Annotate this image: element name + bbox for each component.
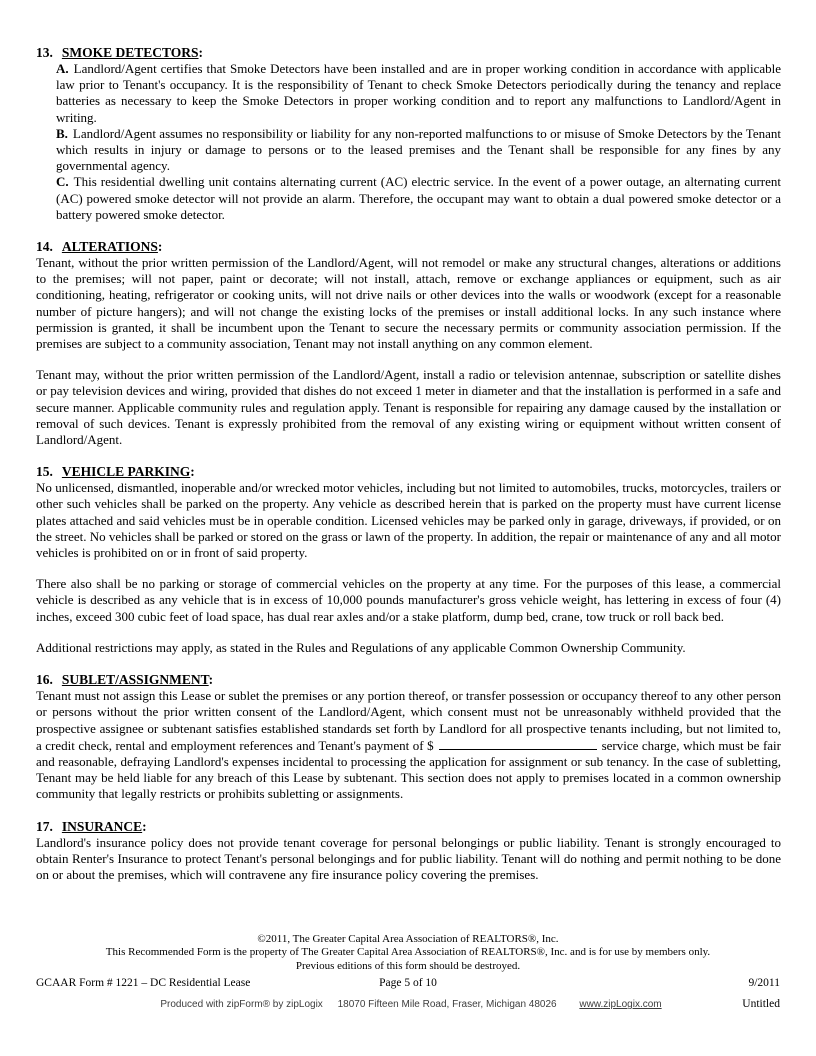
parking-paragraph-2: There also shall be no parking or storage of commercial vehicles on the property at any time. For the purposes of this lease, a commercial vehicle is described as any vehicle that is in excess of 10,000 pounds manufacturer's gross vehicle weight, has lettering in excess of four (4) inches, exceed 300 cubic feet of load space, has dual rear axles and/or a stake platform, dump bed, crane, tow truck or roll back bed.	[36, 576, 781, 624]
section-colon: :	[142, 818, 147, 834]
footer-copyright-block	[0, 933, 816, 973]
section-13-heading	[36, 44, 781, 61]
lease-body	[36, 44, 781, 898]
clause-letter: A.	[56, 61, 69, 76]
clause-letter: C.	[56, 174, 69, 190]
section-sublet-assignment	[36, 671, 781, 802]
insurance-paragraph: Landlord's insurance policy does not provide tenant coverage for personal belongings or public liability. Tenant is strongly encouraged to obtain Renter's Insurance to protect Tenant's personal belongings and for public liability. Tenant will do nothing and permit nothing to be done on or about the premises, which will contravene any fire insurance policy covering the premises.	[36, 834, 781, 882]
service-charge-blank-field[interactable]	[439, 737, 597, 750]
document-title-label: Untitled	[742, 998, 780, 1011]
section-number: 16.	[36, 672, 53, 688]
section-colon: :	[208, 672, 214, 688]
section-16-heading	[36, 671, 781, 688]
parking-paragraph-1: No unlicensed, dismantled, inoperable and/or wrecked motor vehicles, including but not limited to automobiles, trucks, motorcycles, trailers or other such vehicles shall be parked on the property. Any vehicle as described herein that is parked on the property must have current license plates attached and said vehicles must be in operable condition. Licensed vehicles may be parked only in garage, driveways, if provided, or on the street. No vehicles shall be parked or stored on the grass or lawn of the property. In addition, the repair or maintenance of any and all motor vehicles is prohibited on or in front of said property.	[36, 480, 781, 561]
section-number: 17.	[36, 818, 53, 834]
clause-a	[56, 61, 781, 126]
section-colon: :	[190, 464, 195, 480]
sublet-paragraph	[36, 688, 781, 802]
section-number: 14.	[36, 239, 53, 255]
section-number: 13.	[36, 45, 53, 60]
clause-letter: B.	[56, 125, 68, 141]
section-colon: :	[157, 239, 163, 255]
section-17-heading	[36, 818, 781, 835]
section-smoke-detectors	[36, 44, 781, 223]
sublet-text-before-blank: Tenant must not assign this Lease or sublet the premises or any portion thereof, or transfer possession or occupancy thereof to any other person or persons without the prior written consent of the Landlord/Agent, which consent must not be unreasonably withheld provided that the prospective assignee or subtenant satisfies established standards set forth by Landlord for all prospective tenants including, but not limited to, a credit check, rental and employment references and Tenant's payment of $	[36, 688, 781, 753]
footer-form-row	[0, 976, 816, 991]
property-line: This Recommended Form is the property of The Greater Capital Area Association of REALTORS®, Inc. and is for use by members only.	[105, 946, 711, 959]
clause-text: Landlord/Agent assumes no responsibility or liability for any non-reported malfunctions to or misuse of Smoke Detectors by the Tenant which results in injury or damage to persons or to the leased premises and the Tenant shall be responsible for any fines by any governmental agency.	[56, 125, 781, 174]
section-alterations	[36, 238, 781, 448]
footer-produced-row	[0, 998, 816, 1011]
sublet-text-after-blank: service charge, which must be fair and reasonable, defraying Landlord's expenses incidental to processing the application for assignment or sub tenancy. In the case of subletting, Tenant may be held liable for any breach of this Lease by subtenant. This section does not apply to premises located in a common ownership community that legally restricts or prohibits subletting or assignments.	[36, 737, 781, 802]
section-colon: :	[198, 45, 204, 60]
form-id: GCAAR Form # 1221 – DC Residential Lease	[36, 977, 251, 990]
parking-paragraph-3: Additional restrictions may apply, as stated in the Rules and Regulations of any applicable Common Ownership Community.	[36, 639, 686, 655]
section-number: 15.	[36, 464, 53, 480]
ziplogix-link[interactable]: www.zipLogix.com	[579, 999, 662, 1011]
destroy-line: Previous editions of this form should be destroyed.	[295, 959, 521, 972]
clause-b	[56, 126, 781, 175]
alterations-paragraph-1: Tenant, without the prior written permission of the Landlord/Agent, will not remodel or make any structural changes, alterations or additions to the premises; will not paper, paint or decorate; will not install, attach, remove or exchange appliances or equipment, such as air conditioning, heating, refrigerator or cooking units, will not drive nails or other devices into the walls or woodwork (except for a reasonable number of picture hangers); and will not change the existing locks of the premises or install additional locks. In any such instance where permission is granted, it shall be incumbent upon the Tenant to secure the necessary permits or community association permission. If the premises are subject to a community association, Tenant may not install anything on any common element.	[36, 255, 781, 352]
section-title: SUBLET/ASSIGNMENT	[61, 672, 209, 688]
page-number: Page 5 of 10	[379, 977, 437, 990]
section-title: ALTERATIONS	[61, 239, 158, 255]
section-insurance	[36, 818, 781, 884]
section-title: INSURANCE	[61, 818, 143, 834]
section-vehicle-parking	[36, 463, 781, 656]
page-footer	[0, 933, 816, 1011]
clause-text: This residential dwelling unit contains alternating current (AC) electric service. In the event of a power outage, an alternating current (AC) powered smoke detector will not provide an alarm. Therefore, the occupant may want to obtain a dual powered smoke detector or a battery powered smoke detector.	[56, 174, 781, 222]
copyright-line: ©2011, The Greater Capital Area Association of REALTORS®, Inc.	[257, 933, 559, 945]
smoke-detector-clauses	[36, 61, 781, 223]
alterations-paragraph-2: Tenant may, without the prior written permission of the Landlord/Agent, install a radio or television antennae, subscription or satellite dishes or pay television devices and wiring, provided that dishes do not exceed 1 meter in diameter and that the installation is performed in a safe and secure manner. Applicable community rules and regulation apply. Tenant is responsible for repairing any damage caused by the installation or removal of such devices. Tenant is expressly prohibited from the removal of any existing wiring or equipment without written consent of Landlord/Agent.	[36, 367, 781, 448]
producer-address: 18070 Fifteen Mile Road, Fraser, Michigan 48026	[337, 999, 557, 1011]
section-14-heading	[36, 238, 781, 255]
clause-c	[56, 174, 781, 223]
revision-date: 9/2011	[748, 977, 780, 990]
clause-text: Landlord/Agent certifies that Smoke Detectors have been installed and are in proper working condition in accordance with applicable law prior to Tenant's occupancy. It is the responsibility of Tenant to check Smoke Detectors periodically during the tenancy and replace batteries as necessary to keep the Smoke Detectors in proper working condition and to report any malfunctions to Landlord/Agent in writing.	[56, 61, 781, 125]
section-title: VEHICLE PARKING	[61, 464, 191, 480]
produced-with-label: Produced with zipForm® by zipLogix	[160, 999, 323, 1011]
section-title: SMOKE DETECTORS	[61, 45, 199, 60]
section-15-heading	[36, 463, 781, 480]
